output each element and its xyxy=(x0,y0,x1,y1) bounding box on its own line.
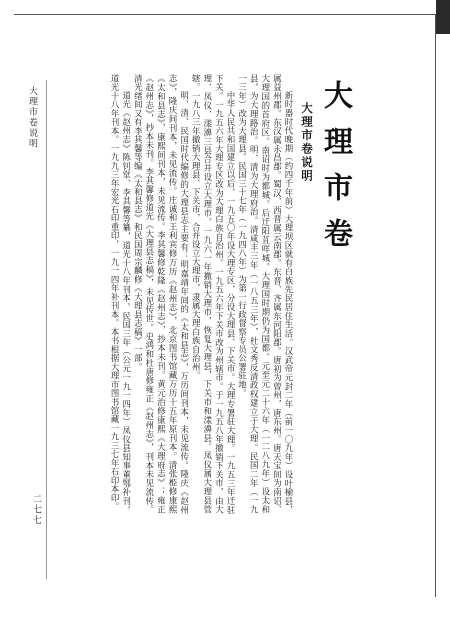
page-border xyxy=(14,14,436,15)
page-border xyxy=(435,14,436,597)
margin-rule xyxy=(46,80,47,579)
body-text xyxy=(104,74,294,514)
paragraph: 中华人民共和国建立以后，一九五〇年设大理专区，分设大理县、下关市。大理专署驻大理。一九五三年迁驻下关。一九五六年大理专区改为大理白族自治州。一九五六年下关市改为州辖市。于一九五八年撤销下关市，由大理、凤仪、漾濞三县合并设立大理市。一九六一年撤销大理市，恢复大理县，下关市和漾濞县。凤仪属大理县管辖。一九八三年撤销大理县、下关市，合并设立大理市，隶属大理白族自治州。 xyxy=(191,74,237,514)
page-title: 大理市卷 xyxy=(320,80,354,264)
page-number: 二七七 xyxy=(31,494,41,526)
paragraph: 明、清、民国时代编修的大理县志主要有：明嘉靖年间的《太和县志》，万历间刊本，未见流传。隆庆《赵州志》，隆庆间刊本，未见流传。庄诚和王利宾修万历《赵州志》，北京图书馆藏万历十五年原刊本。清张栕修康熙《太和县志》，康熙间刊本，未见流传。李其馨修乾隆《赵州志》，抄本未刊。黄元治修康熙《大理府志》；雍正《赵州志》，抄本未刊。李其馨修道光《大理县志稿》，未见传世。史鸿和杜唐修雍正《赵州志》，刊本未见流传。清光绪间又有李其馨等编《太和县志》和民国周宗麟修《大理县志稿》一部。 xyxy=(133,74,190,514)
paragraph: 道光《赵州志》陈钊堂、李其馨等纂，道光十八年刊本。民国三年（公元一九一四年）凤仪县知事董鄂补刊。道光十八年刊本。一九九三年宏光石印重印，一九一四年补刊本。本书根据大理市图书馆藏一九三七年石印本印。 xyxy=(110,74,132,514)
page-corner-mark xyxy=(436,0,450,34)
running-head: 大理市卷说明 xyxy=(27,86,37,149)
paragraph: 新时器时代晚期（约四千年前）大理坝区就有白族先民居住生活。汉武帝元封二年（前一〇九年）设叶榆县，属益州郡。东汉属永昌郡。蜀汉、西晋属云南郡。东晋、齐属东河阳郡。唐初为曾州，唐东州。唐天宝间为南诏、大理国的首府区。南诏时为都城。后迁阳苴咩城。大理国时期仍为国都。元至元二十六年（一二八九年）设太和县，为大理路治。明、清为大理府治。清咸丰三年（一八五三年），杜文秀反清政权建立于大理。民国二年（一九一三年）改为大理县。民国三十七年（一九四八年）为第一行政督察专员公署驻地。 xyxy=(237,74,294,514)
section-subtitle: 大理市卷说明 xyxy=(300,102,314,183)
